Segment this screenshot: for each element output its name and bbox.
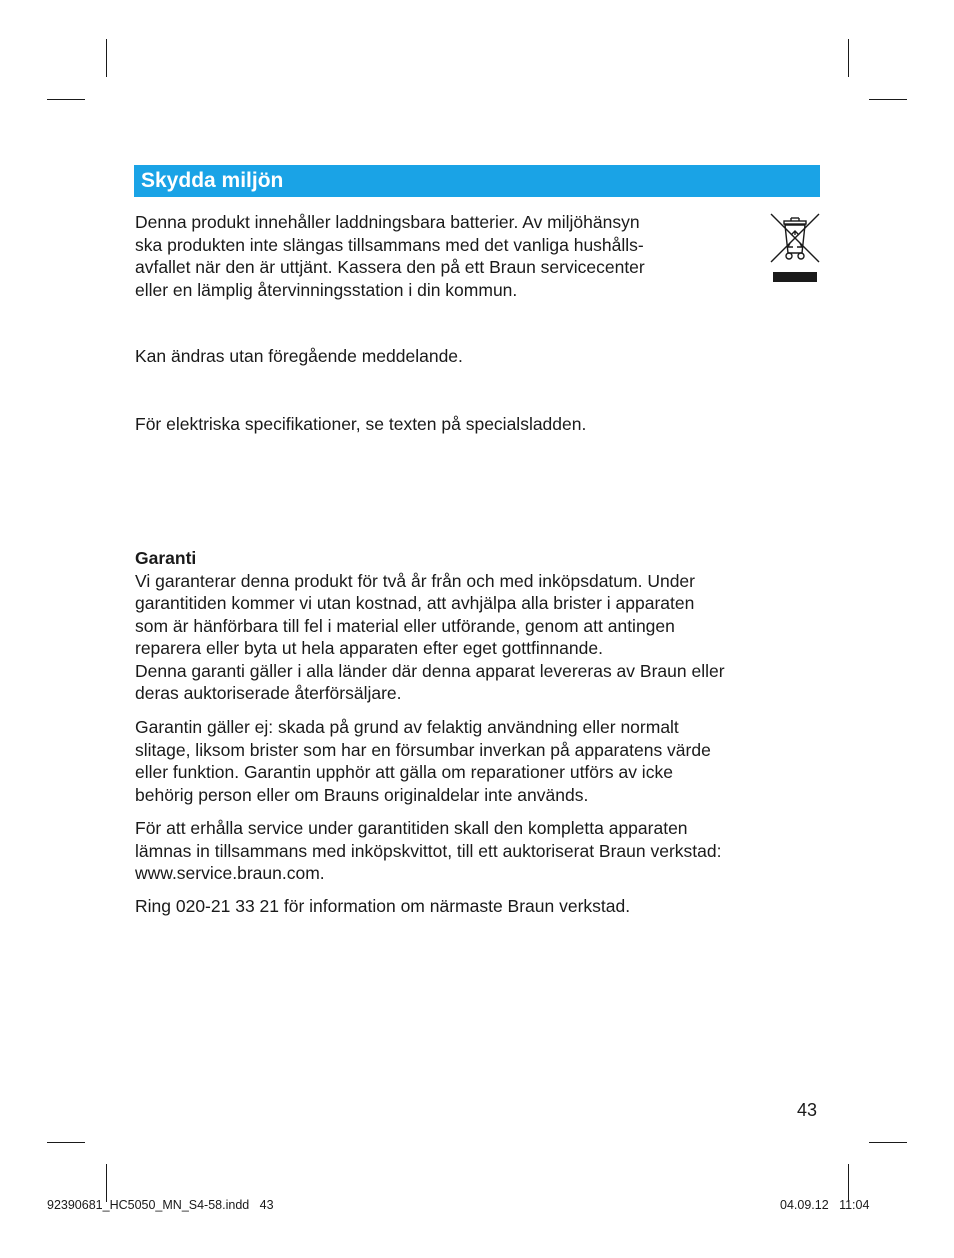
crop-mark <box>47 1142 85 1143</box>
text-line: eller en lämplig återvinningsstation i din kommun. <box>135 279 518 300</box>
warranty-exclusions <box>135 716 711 806</box>
text-line: För att erhålla service under garantitiden skall den kompletta apparaten <box>135 818 688 838</box>
service-link[interactable]: www.service.braun.com. <box>135 863 325 883</box>
text-line: slitage, liksom brister som har en försumbar inverkan på apparatens värde <box>135 739 711 760</box>
text-line: lämnas in tillsammans med inköpskvittot, till ett auktoriserat Braun verkstad: <box>135 840 722 861</box>
section-title-banner: Skydda miljön <box>134 165 820 197</box>
footer-datetime: 04.09.12 11:04 <box>780 1198 870 1212</box>
crop-mark <box>47 99 85 100</box>
crop-mark <box>869 99 907 100</box>
page-number: 43 <box>797 1100 818 1120</box>
text-line: Vi garanterar denna produkt för två år från och med inköpsdatum. Under <box>135 570 695 591</box>
warranty-heading: Garanti <box>135 548 197 568</box>
crop-mark <box>848 1164 849 1202</box>
warranty-block <box>135 547 725 705</box>
phone-line: Ring 020-21 33 21 för information om närmaste Braun verkstad. <box>135 896 631 916</box>
warranty-service <box>135 817 721 885</box>
text-line: reparera eller byta ut hela apparaten efter eget gottfinnande. <box>135 638 603 658</box>
text-line: Denna garanti gäller i alla länder där denna apparat levereras av Braun eller <box>135 660 725 681</box>
text-line: som är hänförbara till fel i material eller utförande, genom att antingen <box>135 615 675 636</box>
change-notice: Kan ändras utan föregående meddelande. <box>135 346 463 366</box>
crossed-out-wheelie-bin-icon <box>768 211 822 285</box>
electrical-notice: För elektriska specifikationer, se texten på specialsladden. <box>135 414 587 434</box>
crop-mark <box>106 1164 107 1202</box>
crop-mark <box>869 1142 907 1143</box>
text-line: deras auktoriserade återförsäljare. <box>135 683 402 703</box>
text-line: ska produkten inte slängas tillsammans med det vanliga hushålls- <box>135 234 644 255</box>
crop-mark <box>848 39 849 77</box>
environment-paragraph <box>135 211 645 301</box>
text-line: garantitiden kommer vi utan kostnad, att avhjälpa alla brister i apparaten <box>135 593 695 613</box>
crop-mark <box>106 39 107 77</box>
text-line: avfallet när den är uttjänt. Kassera den på ett Braun servicecenter <box>135 257 645 277</box>
text-line: Garantin gäller ej: skada på grund av felaktig användning eller normalt <box>135 717 679 737</box>
text-line: eller funktion. Garantin upphör att gälla om reparationer utförs av icke <box>135 762 673 782</box>
text-line: Denna produkt innehåller laddningsbara batterier. Av miljöhänsyn <box>135 212 640 232</box>
footer-file-slug: 92390681_HC5050_MN_S4-58.indd 43 <box>47 1198 274 1212</box>
text-line: behörig person eller om Brauns originaldelar inte används. <box>135 784 589 805</box>
